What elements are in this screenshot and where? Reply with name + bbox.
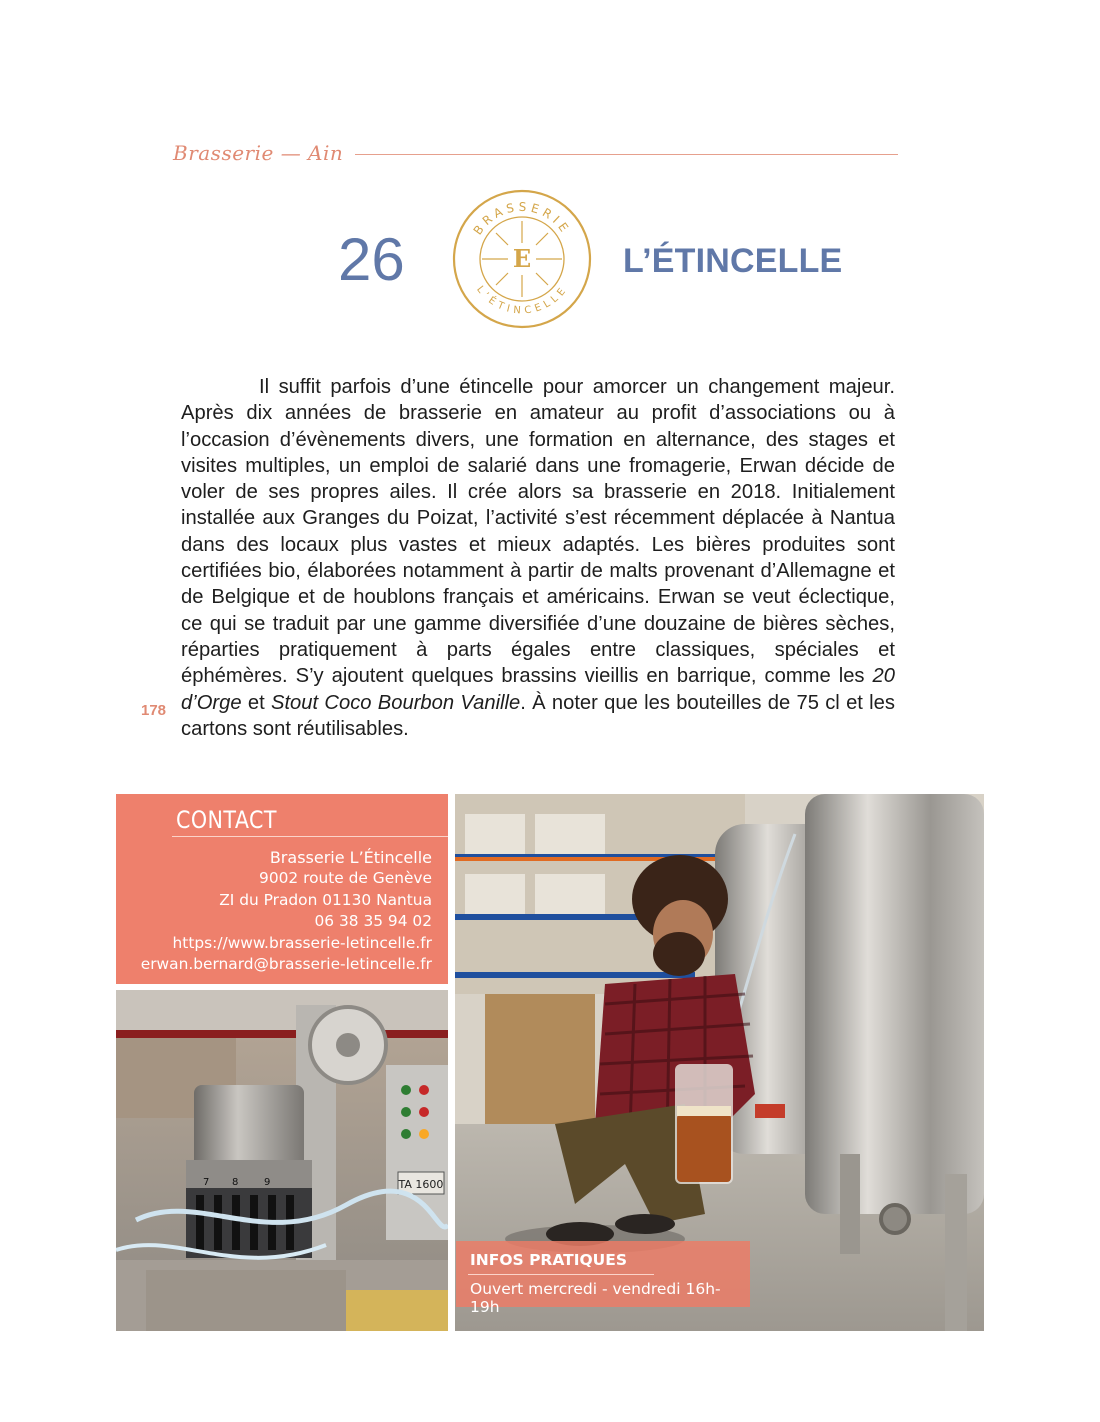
contact-address-line2: ZI du Pradon 01130 Nantua	[219, 890, 432, 909]
infos-divider	[468, 1274, 654, 1275]
section-label: Brasserie — Ain	[173, 141, 344, 165]
beer-name-20-dorge: 20 d’Orge	[181, 665, 895, 714]
contact-address-line1: 9002 route de Genève	[259, 869, 432, 888]
body-paragraph	[181, 374, 895, 742]
valve-label-8: 8	[232, 1177, 239, 1188]
logo-center-letter: E	[512, 244, 532, 273]
contact-email[interactable]: erwan.bernard@brasserie-letincelle.fr	[140, 955, 432, 974]
infos-pratiques-box	[456, 1241, 750, 1316]
contact-divider	[172, 836, 448, 837]
contact-website[interactable]: https://www.brasserie-letincelle.fr	[172, 933, 432, 952]
entry-number: 26	[338, 226, 405, 293]
contact-name: Brasserie L’Étincelle	[269, 848, 432, 867]
contact-box	[116, 794, 448, 984]
section-rule	[355, 154, 898, 155]
beer-name-stout: Stout Coco Bourbon Vanille	[270, 691, 521, 714]
opening-hours: Ouvert mercredi - vendredi 16h-19h	[470, 1280, 721, 1316]
valve-label-9: 9	[264, 1177, 271, 1188]
contact-heading: CONTACT	[176, 806, 277, 834]
logo-top-text: BRASSERIE	[470, 199, 574, 238]
logo-bottom-text: L’ÉTINCELLE	[474, 284, 570, 317]
machine-label: TA 1600	[398, 1178, 444, 1191]
body-text-1: Il suffit parfois d’une étincelle pour amorcer un changement majeur. Après dix années de brasserie en amateur au profit d’associations ou à l’occasion d’évènements divers, une formation en alternance, des stages et visites multiples, un emploi de salarié dans une fromagerie, Erwan décide de voler de ses propres ailes. Il crée alors sa brasserie en 2018. Initialement installée aux Granges du Poizat, l’activité s’est récemment déplacée à Nantua dans des locaux plus vastes et mieux adaptés. Les bières produites sont certifiées bio, élaborées notamment à partir de malts provenant d’Allemagne et de Belgique et de houblons français et américains. Erwan se veut éclectique, ce qui se traduit par une gamme diversifiée d’une douzaine de bières sèches, réparties pratiquement à parts égales entre classiques, spéciales et éphémères. S’y ajoutent quelques brassins vieillis en barrique, comme les	[181, 376, 895, 688]
contact-details	[141, 847, 432, 975]
page-number: 178	[141, 702, 167, 719]
valve-label-7: 7	[203, 1177, 210, 1188]
contact-phone: 06 38 35 94 02	[314, 912, 432, 931]
entry-title: L’ÉTINCELLE	[623, 242, 843, 280]
brasserie-logo	[452, 189, 592, 329]
photo-bottling-machine	[116, 990, 448, 1331]
body-text-2: et	[241, 691, 271, 714]
infos-heading: INFOS PRATIQUES	[470, 1251, 628, 1269]
body-text-3: . À noter que les bouteilles de 75 cl et les cartons sont réutilisables.	[181, 691, 895, 740]
